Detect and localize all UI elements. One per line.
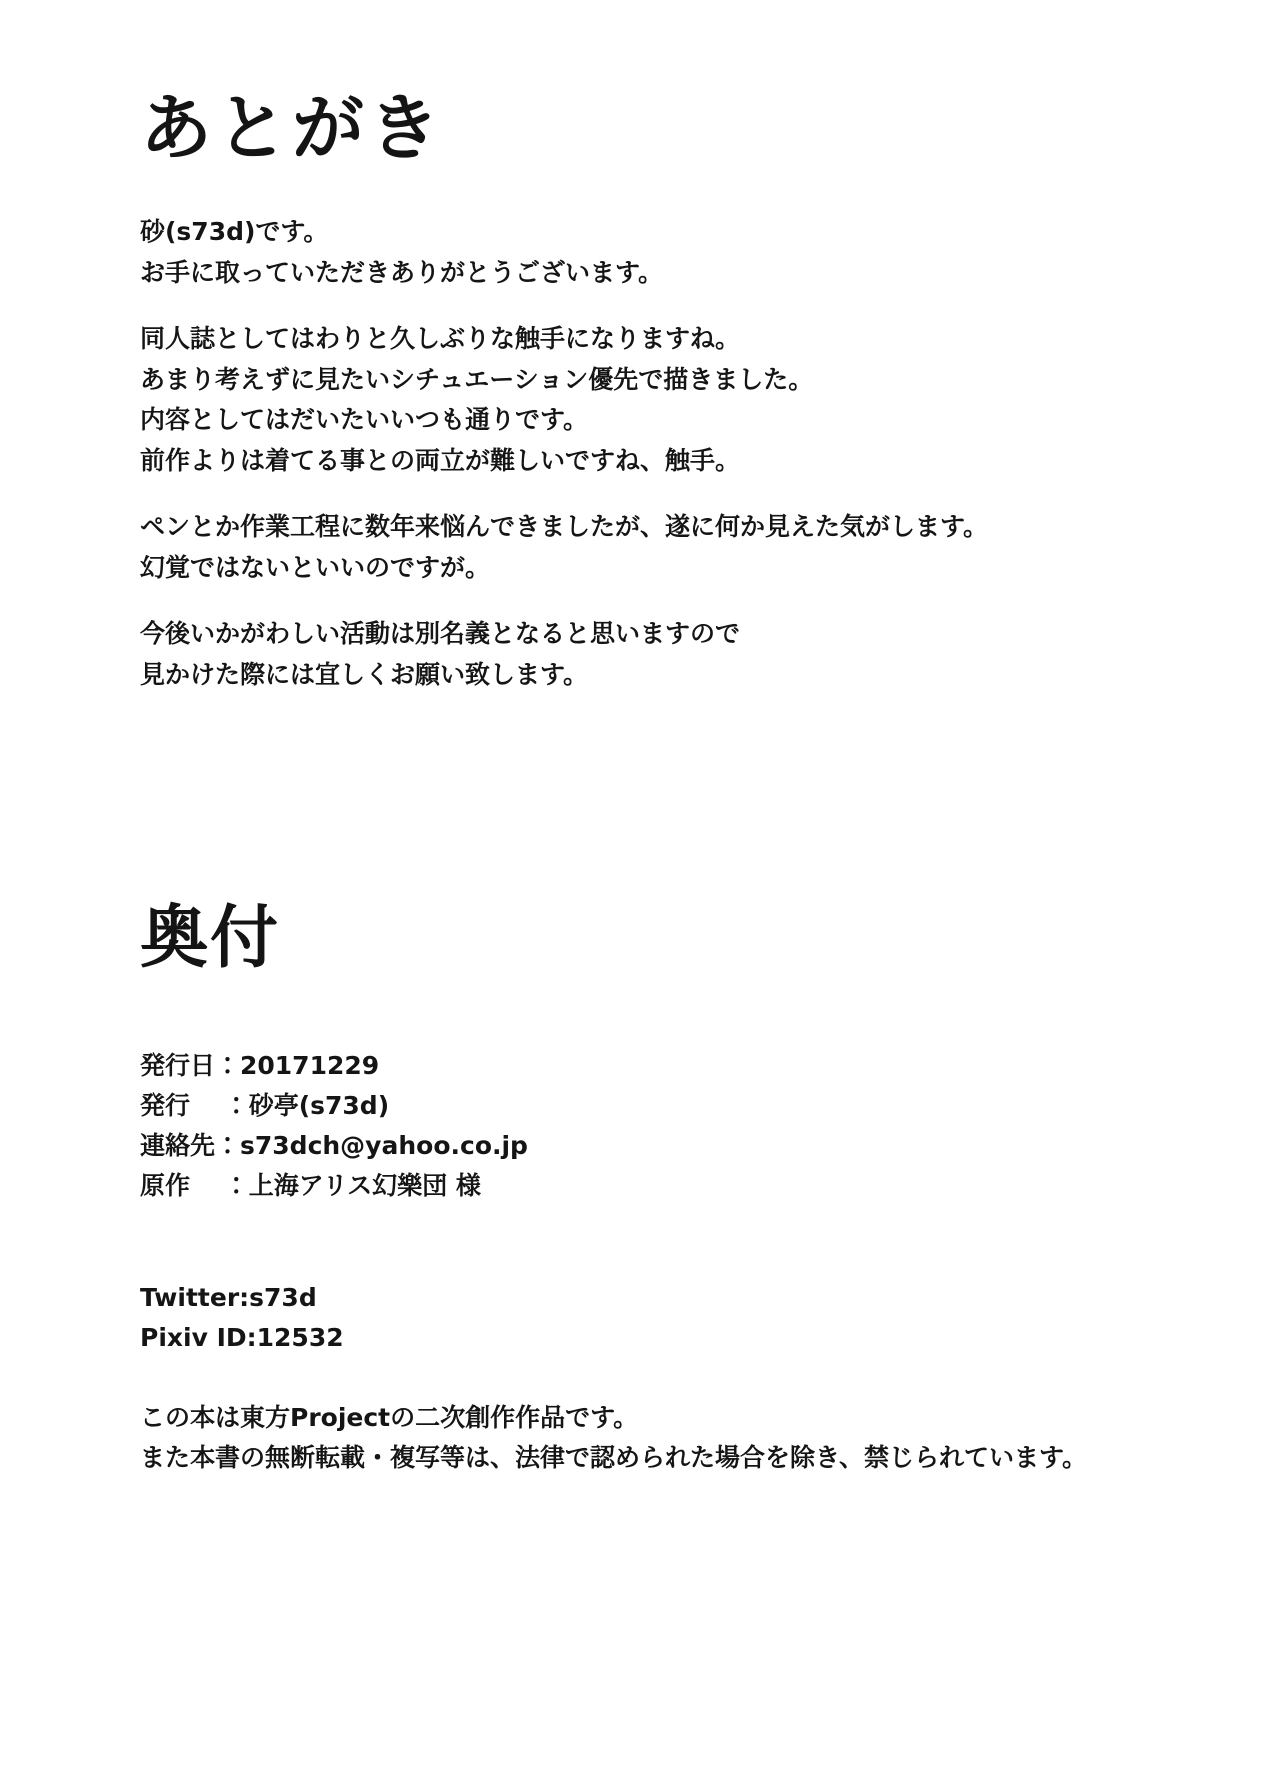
paragraph-spacer bbox=[140, 293, 1120, 319]
afterword-line: 内容としてはだいたいいつも通りです。 bbox=[140, 405, 589, 434]
colophon-notice-line: この本は東方Projectの二次創作作品です。 bbox=[140, 1403, 639, 1432]
colophon-pixiv-id: Pixiv ID:12532 bbox=[140, 1323, 344, 1352]
afterword-line: あまり考えずに見たいシチュエーション優先で描きました。 bbox=[140, 364, 814, 394]
afterword-line: 見かけた際には宜しくお願い致します。 bbox=[140, 659, 589, 689]
afterword-line: ペンとか作業工程に数年来悩んできましたが、遂に何か見えた気がします。 bbox=[140, 512, 989, 541]
paragraph-spacer bbox=[140, 1206, 1120, 1278]
afterword-body bbox=[140, 212, 1120, 695]
colophon-credit-original-work: 原作 ：上海アリス幻樂団 様 bbox=[140, 1171, 481, 1200]
afterword-line: 同人誌としてはわりと久しぶりな触手になりますね。 bbox=[140, 324, 741, 353]
afterword-line: 砂(s73d)です。 bbox=[140, 217, 329, 246]
colophon-twitter: Twitter:s73d bbox=[140, 1283, 317, 1312]
colophon-credit-publish-date: 発行日：20171229 bbox=[140, 1051, 380, 1080]
paragraph-spacer bbox=[140, 588, 1120, 614]
colophon-body bbox=[140, 1046, 1120, 1478]
afterword-heading: あとがき bbox=[140, 86, 445, 170]
paragraph-spacer bbox=[140, 1358, 1120, 1398]
colophon-heading: 奥付 bbox=[140, 899, 281, 978]
paragraph-spacer bbox=[140, 481, 1120, 507]
colophon-credit-contact: 連絡先：s73dch@yahoo.co.jp bbox=[140, 1131, 528, 1160]
afterword-line: 今後いかがわしい活動は別名義となると思いますので bbox=[140, 619, 741, 648]
colophon-credit-publisher: 発行 ：砂亭(s73d) bbox=[140, 1091, 390, 1120]
colophon-notice-line: また本書の無断転載・複写等は、法律で認められた場合を除き、禁じられています。 bbox=[140, 1443, 1088, 1472]
afterword-line: 幻覚ではないといいのですが。 bbox=[140, 552, 491, 582]
afterword-line: お手に取っていただきありがとうございます。 bbox=[140, 257, 664, 287]
afterword-line: 前作よりは着てる事との両立が難しいですね、触手。 bbox=[140, 445, 741, 475]
